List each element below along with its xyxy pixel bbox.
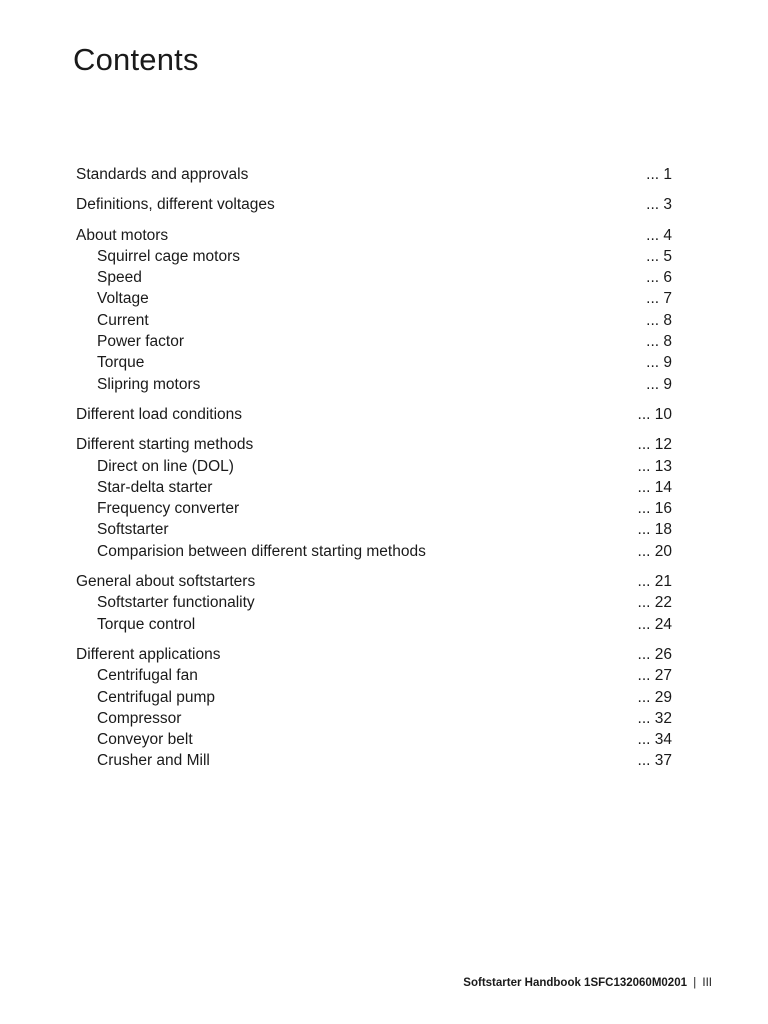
- toc-subentry-label: Torque: [97, 354, 145, 372]
- toc-page-number: ... 4: [646, 226, 672, 244]
- toc-subentry[interactable]: [76, 541, 672, 562]
- toc-subentry[interactable]: [76, 519, 672, 540]
- toc-page-number: ... 14: [637, 478, 672, 496]
- toc-entry[interactable]: [76, 434, 672, 455]
- toc-section: [76, 404, 672, 425]
- toc-subentry-label: Crusher and Mill: [97, 752, 210, 770]
- toc-page-number: ... 7: [646, 290, 672, 308]
- toc-subentry[interactable]: [76, 477, 672, 498]
- toc-entry-label: About motors: [76, 226, 169, 244]
- toc-subentry-label: Softstarter functionality: [97, 594, 255, 612]
- toc-page-number: ... 8: [646, 333, 672, 351]
- toc-page-number: ... 8: [646, 311, 672, 329]
- toc-subentry[interactable]: [76, 456, 672, 477]
- toc-page-number: ... 34: [637, 731, 672, 749]
- toc-subentry[interactable]: [76, 614, 672, 635]
- toc-subentry-label: Power factor: [97, 333, 185, 351]
- toc-section: [76, 164, 672, 185]
- toc-page-number: ... 16: [637, 500, 672, 518]
- toc-subentry[interactable]: [76, 665, 672, 686]
- toc-subentry-label: Squirrel cage motors: [97, 247, 241, 265]
- toc-page-number: ... 27: [637, 667, 672, 685]
- toc-subentry-label: Conveyor belt: [97, 731, 193, 749]
- toc-subentry[interactable]: [76, 246, 672, 267]
- toc-page-number: ... 32: [637, 709, 672, 727]
- toc-page-number: ... 1: [646, 166, 672, 183]
- toc-page-number: ... 5: [646, 247, 672, 265]
- toc-section: [76, 644, 672, 772]
- footer-page-number: III: [702, 977, 712, 989]
- toc-subentry[interactable]: [76, 288, 672, 309]
- toc-subentry[interactable]: [76, 729, 672, 750]
- toc-subentry-label: Torque control: [97, 615, 196, 633]
- toc-subentry-label: Softstarter: [97, 521, 169, 539]
- toc-entry[interactable]: [76, 571, 672, 592]
- toc-subentry[interactable]: [76, 310, 672, 331]
- toc-page-number: ... 21: [637, 573, 672, 591]
- toc-page-number: ... 37: [637, 752, 672, 770]
- toc-entry-label: Different starting methods: [76, 436, 254, 454]
- toc-page-number: ... 24: [637, 615, 672, 633]
- toc-page-number: ... 20: [637, 542, 672, 560]
- toc-subentry[interactable]: [76, 374, 672, 395]
- toc-section: [76, 194, 672, 215]
- toc-entry-label: Different load conditions: [76, 405, 243, 423]
- toc-subentry[interactable]: [76, 708, 672, 729]
- toc-page-number: ... 6: [646, 269, 672, 287]
- toc-subentry-label: Frequency converter: [97, 500, 240, 518]
- toc-page-number: ... 9: [646, 354, 672, 372]
- toc-subentry-label: Current: [97, 311, 149, 329]
- toc-entry[interactable]: [76, 404, 672, 425]
- toc-subentry[interactable]: [76, 592, 672, 613]
- toc-page-number: ... 9: [646, 375, 672, 393]
- toc-subentry[interactable]: [76, 267, 672, 288]
- toc-entry-label: Definitions, different voltages: [76, 196, 275, 214]
- toc-subentry-label: Centrifugal pump: [97, 688, 216, 706]
- toc-entry[interactable]: [76, 644, 672, 665]
- toc-page-number: ... 13: [637, 457, 672, 475]
- toc-section: [76, 571, 672, 635]
- toc-subentry-label: Slipring motors: [97, 375, 201, 393]
- footer-document-title: Softstarter Handbook 1SFC132060M0201: [463, 977, 687, 989]
- toc-entry-label: General about softstarters: [76, 573, 256, 591]
- toc-subentry-label: Comparision between different starting methods: [97, 542, 426, 560]
- toc-page-number: ... 29: [637, 688, 672, 706]
- toc-subentry-label: Voltage: [97, 290, 149, 308]
- page-title: Contents: [73, 42, 199, 77]
- toc-entry[interactable]: [76, 164, 672, 185]
- toc-entry-label: Standards and approvals: [76, 166, 249, 183]
- toc-page-number: ... 3: [646, 196, 672, 214]
- toc-subentry-label: Direct on line (DOL): [97, 457, 234, 475]
- toc-page-number: ... 10: [637, 405, 672, 423]
- toc-section: [76, 225, 672, 395]
- toc-subentry-label: Centrifugal fan: [97, 667, 198, 685]
- table-of-contents: [76, 164, 672, 781]
- toc-page-number: ... 22: [637, 594, 672, 612]
- toc-subentry-label: Star-delta starter: [97, 478, 213, 496]
- toc-page-number: ... 26: [637, 645, 672, 663]
- toc-entry[interactable]: [76, 194, 672, 215]
- toc-subentry[interactable]: [76, 687, 672, 708]
- toc-entry-label: Different applications: [76, 645, 221, 663]
- toc-page-number: ... 18: [637, 521, 672, 539]
- toc-subentry-label: Compressor: [97, 709, 182, 727]
- toc-section: [76, 434, 672, 562]
- footer-separator: |: [693, 977, 697, 989]
- toc-subentry[interactable]: [76, 750, 672, 771]
- toc-entry[interactable]: [76, 225, 672, 246]
- toc-subentry[interactable]: [76, 331, 672, 352]
- toc-subentry[interactable]: [76, 352, 672, 373]
- toc-page-number: ... 12: [637, 436, 672, 454]
- toc-subentry-label: Speed: [97, 269, 142, 287]
- toc-subentry[interactable]: [76, 498, 672, 519]
- page-footer: [463, 977, 712, 989]
